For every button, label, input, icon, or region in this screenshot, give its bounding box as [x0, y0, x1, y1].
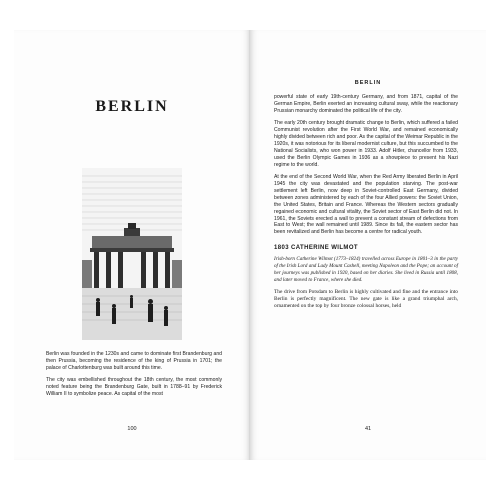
left-page [14, 30, 250, 460]
paragraph: powerful state of early 19th-century Germany, and from 1871, capital of the German Empire, Berlin exerted an increasing cultural sway, while the reactionary Prussian monarchy dominated the political life of the city. [274, 94, 458, 114]
paragraph: The early 20th century brought dramatic change to Berlin, which suffered a failed Communist revolution after the First World War, and remained economically highly divided between rich and poor. As the capital of the Weimar Republic in the 1920s, it was notorious for its liberal modernist culture, but this succumbed to the National Socialists, who won power in 1933. Adolf Hitler, chancellor from 1933, used the Berlin Olympic Games in 1936 as a showpiece to present his Nazi regime to the world. [274, 120, 458, 168]
right-page [250, 30, 486, 460]
right-body-text [274, 94, 458, 315]
brandenburg-gate-engraving [82, 168, 182, 340]
paragraph: At the end of the Second World War, when the Red Army liberated Berlin in April 1945 the city was devastated and the population starving. The post-war settlement left Berlin, now deep in Soviet-controlled East Germany, divided between zones administered by each of the four Allied powers: the Soviet Union, the United States, Britain and France. Whereas the Western sectors gradually regained economic and cultural vitality, the Soviet sector of East Berlin did not. In 1961, the Soviets erected a wall to prevent a constant stream of defections from East to West; the wall remained until 1989. Since its fall, the eastern sector has been revitalized and Berlin has become a centre for radical youth. [274, 174, 458, 236]
running-head: BERLIN [354, 80, 382, 86]
paragraph: Berlin was founded in the 1230s and came to dominate first Brandenburg and then Prussia, becoming the residence of the king of Prussia in 1701; the palace of Charlottenburg was built around this time. [46, 351, 222, 371]
entry-text: The drive from Potsdam to Berlin is highly cultivated and fine and the entrance into Berlin is perfectly magnificent. The new gate is like a grand triumphal arch, ornamented on the top by four bronze colossal horses, held [274, 288, 458, 309]
paragraph: The city was embellished throughout the 18th century, the most commonly noted feature being the Brandenburg Gate, built in 1788–91 by Frederick William II to symbolize peace. As capital of the most [46, 377, 222, 398]
page-number-left: 100 [127, 426, 137, 432]
book-spread [14, 30, 486, 460]
page-number-right: 41 [364, 426, 372, 432]
chapter-title: BERLIN [95, 98, 169, 115]
entry-intro: Irish-born Catherine Wilmot (1773–1824) travelled across Europe in 1801–3 in the party of the Irish Lord and Lady Mount Cashell, meeting Napoleon and the Pope; an account of her journeys was published in 1920, based on her diaries. She lived in Russia until 1808, and later moved to France, where she died. [274, 256, 458, 283]
left-body-text [46, 351, 222, 403]
entry-heading: 1803 CATHERINE WILMOT [274, 245, 358, 252]
